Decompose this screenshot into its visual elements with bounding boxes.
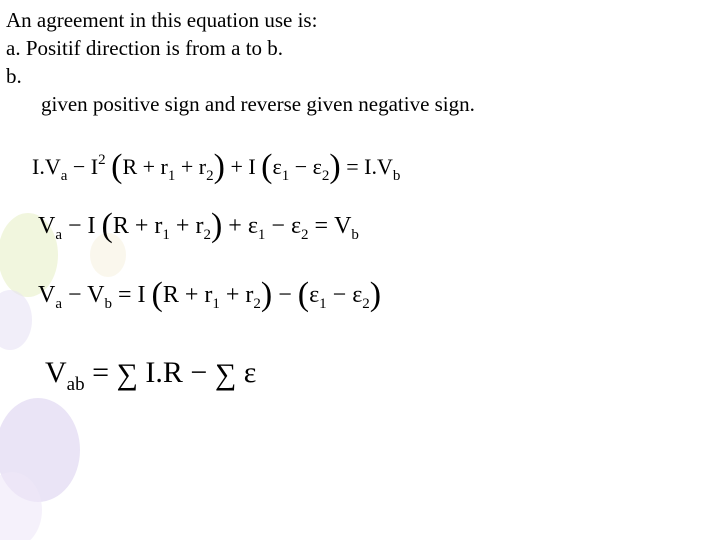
equation-2 — [38, 207, 359, 244]
eq1-part: I. — [32, 154, 45, 179]
eq1-sub: 1 — [281, 168, 290, 184]
eq2-sub: b — [351, 227, 359, 243]
eq2-paren: ( — [101, 207, 113, 244]
eq3-part: V — [38, 282, 56, 308]
eq1-sub: 1 — [167, 168, 176, 184]
eq1-part: + r — [175, 154, 207, 179]
eq3-part: − V — [62, 282, 105, 308]
eq2-paren: ) — [210, 207, 223, 244]
eq2-sub: 1 — [257, 227, 266, 243]
intro-line-3: b. — [6, 64, 22, 88]
eq3-sub: a — [55, 296, 63, 312]
sum-symbol: ∑ — [116, 358, 138, 391]
eq1-paren: ( — [261, 148, 273, 185]
eq3-paren: ( — [151, 276, 163, 313]
eq1-sub: a — [60, 168, 68, 184]
eq3-part: = I — [111, 282, 152, 308]
eq1-part: ε — [272, 154, 282, 179]
eq3-part: + r — [219, 282, 254, 308]
eq2-part: = V — [308, 213, 352, 239]
eq3-sub: 1 — [319, 296, 327, 312]
eq1-part: = I.V — [340, 154, 393, 179]
intro-line-4: given positive sign and reverse given negative sign. — [41, 92, 475, 116]
eq1-part: − I — [67, 154, 99, 179]
eq2-part: + ε — [222, 213, 258, 239]
equation-1 — [32, 148, 401, 185]
equation-4 — [45, 356, 256, 396]
eq1-sup: 2 — [98, 152, 106, 168]
intro-line-2: a. Positif direction is from a to b. — [6, 36, 284, 60]
eq1-sub: b — [392, 168, 401, 184]
eq2-sub: 1 — [162, 227, 170, 243]
eq2-part: R + r — [112, 213, 163, 239]
eq3-sub: b — [104, 296, 112, 312]
eq3-part: − — [272, 282, 298, 308]
eq2-part: V — [38, 213, 56, 239]
equation-3 — [38, 276, 382, 313]
intro-line-1: An agreement in this equation use is: — [6, 8, 318, 32]
eq2-sub: 2 — [301, 227, 309, 243]
eq1-paren: ) — [329, 148, 341, 185]
eq3-sub: 2 — [253, 296, 261, 312]
eq2-part: − I — [62, 213, 102, 239]
sum-symbol: ∑ — [214, 358, 237, 391]
intro-text — [6, 6, 475, 118]
eq1-part: + I — [224, 154, 262, 179]
eq3-sub: 1 — [212, 296, 220, 312]
eq4-part: = — [84, 356, 117, 389]
eq1-sub: 2 — [206, 168, 214, 184]
eq3-paren: ) — [260, 276, 273, 313]
eq3-paren: ( — [297, 276, 310, 313]
eq1-sub: 2 — [321, 168, 330, 184]
eq2-part: + r — [169, 213, 204, 239]
eq2-sub: 2 — [203, 227, 211, 243]
eq3-part: R + r — [162, 282, 213, 308]
eq2-part: − ε — [265, 213, 302, 239]
eq4-part: I.R − — [137, 356, 215, 389]
eq3-part: ε — [309, 282, 320, 308]
eq1-paren: ) — [213, 148, 225, 185]
eq4-sub: ab — [66, 374, 85, 395]
eq3-sub: 2 — [362, 296, 370, 312]
eq2-sub: a — [55, 227, 63, 243]
eq3-part: − ε — [326, 282, 363, 308]
eq1-part: − ε — [289, 154, 322, 179]
eq1-part: R + r — [122, 154, 168, 179]
eq4-part: V — [45, 356, 67, 389]
eq4-part: ε — [236, 356, 257, 389]
eq3-paren: ) — [369, 276, 382, 313]
eq1-part: V — [44, 154, 61, 179]
eq1-paren: ( — [111, 148, 123, 185]
